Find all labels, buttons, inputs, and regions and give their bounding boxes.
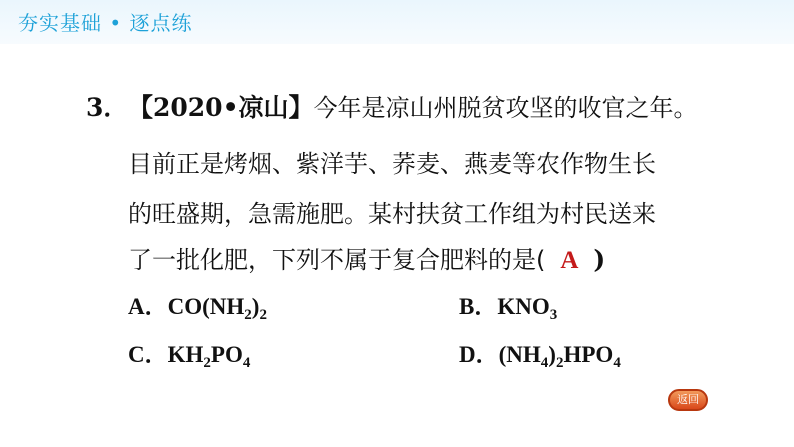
formula-sub: 3	[549, 307, 558, 323]
close-paren: )	[593, 245, 606, 274]
question-number: 3．	[86, 93, 129, 122]
question-line-4	[128, 240, 605, 275]
option-c	[128, 336, 250, 372]
formula-part: KNO	[497, 294, 550, 319]
answer-text: A	[560, 247, 579, 274]
formula-part: )	[251, 294, 260, 319]
question-text-4: 了一批化肥，下列不属于复合肥料的是(	[128, 246, 546, 274]
formula-sub: 2	[244, 307, 252, 323]
section-title: 夯实基础 • 逐点练	[18, 11, 193, 35]
option-d-label: D．	[459, 342, 499, 367]
header-bar	[0, 0, 794, 44]
option-c-label: C．	[128, 342, 168, 367]
question-source: 【2020•凉山】	[128, 93, 314, 122]
formula-sub: 4	[242, 355, 251, 371]
formula-sub: 4	[540, 355, 549, 371]
question-line-2	[128, 144, 656, 179]
formula-part: HPO	[563, 342, 614, 367]
formula-part: KH	[167, 342, 204, 367]
option-a-label: A．	[128, 294, 168, 319]
option-d	[459, 336, 621, 372]
back-button[interactable]: 返回	[668, 389, 708, 411]
question-text-3: 的旺盛期，急需施肥。某村扶贫工作组为村民送来	[128, 200, 656, 228]
question-text-2: 目前正是烤烟、紫洋芋、荞麦、燕麦等农作物生长	[128, 150, 656, 178]
formula-sub: 2	[203, 355, 211, 371]
question-line-3	[128, 194, 656, 229]
formula-part: PO	[210, 342, 243, 367]
question-line-1	[128, 88, 698, 124]
formula-part: (NH	[498, 342, 541, 367]
formula-sub: 2	[259, 307, 267, 323]
option-a	[128, 288, 267, 324]
formula-part: )	[548, 342, 556, 367]
formula-sub: 4	[613, 355, 621, 371]
formula-sub: 2	[555, 355, 564, 371]
formula-part: CO(NH	[167, 294, 245, 319]
question-text-1: 今年是凉山州脱贫攻坚的收官之年。	[313, 94, 698, 122]
option-b	[459, 288, 557, 324]
option-b-label: B．	[459, 294, 498, 319]
